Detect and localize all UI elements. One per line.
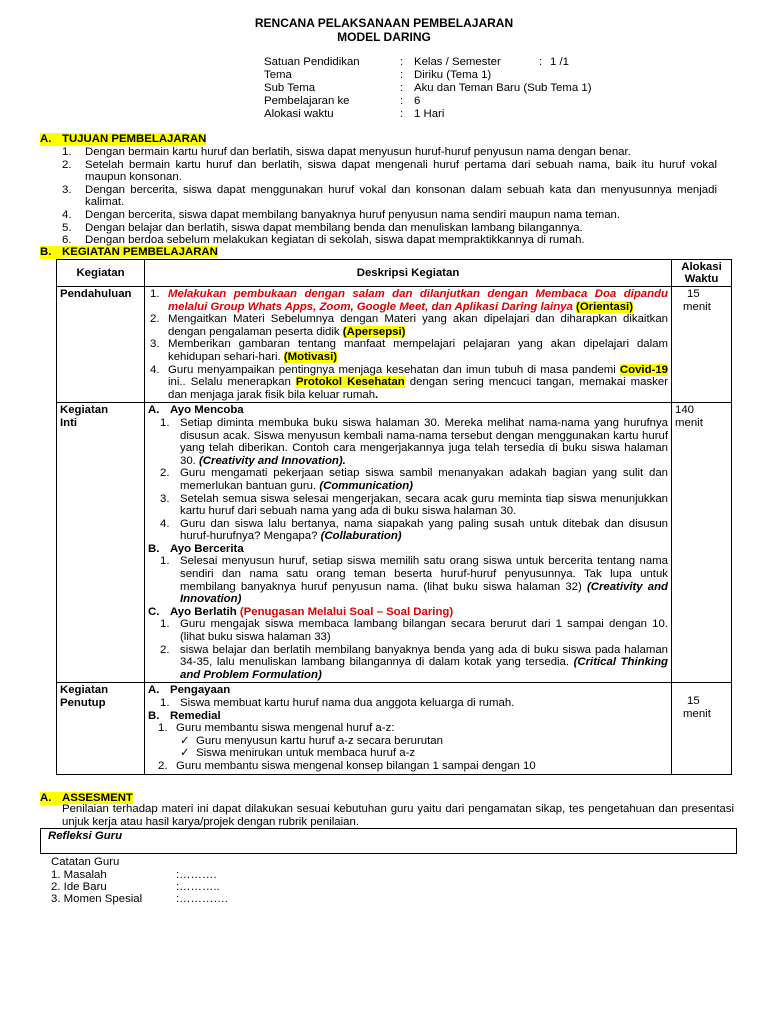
list-item bbox=[62, 222, 717, 235]
item-text: Guru mengamati pekerjaan setiap siswa sambil menanyakan adakah bagian yang sulit dan memerlukan bantuan guru. bbox=[180, 467, 668, 492]
assesment-text: Penilaian terhadap materi ini dapat dilakukan sesuai kebutuhan guru yaitu dari pengamatan sikap, tes pengetahuan dan presentasi unjuk kerja atau hasil karya/projek dengan rubrik penilaian. bbox=[62, 803, 734, 828]
info-colon: : bbox=[400, 82, 404, 94]
item-number: 3. bbox=[160, 492, 170, 505]
row-time bbox=[672, 287, 732, 403]
info-value: Kelas / Semester bbox=[414, 56, 501, 68]
sub-heading bbox=[148, 710, 668, 723]
list-item bbox=[148, 493, 668, 518]
item-number: 4. bbox=[62, 208, 72, 221]
catatan-label: 3. Momen Spesial bbox=[51, 893, 143, 905]
document-subtitle: MODEL DARING bbox=[337, 30, 431, 44]
list-item bbox=[148, 697, 668, 710]
time-unit: menit bbox=[675, 416, 703, 429]
table-row bbox=[57, 403, 732, 683]
item-text: Guru mengajak siswa membaca lambang bilangan secara berurut dari 1 sampai dengan 10. (lihat buku siswa halaman 33) bbox=[180, 618, 668, 644]
time-value: 15 bbox=[687, 288, 700, 300]
sub-heading bbox=[148, 684, 668, 697]
checklist-item bbox=[148, 735, 668, 748]
item-text: dengan sering mencuci tangan, memakai masker dan menjaga jarak fisik bila keluar rumah bbox=[168, 376, 668, 401]
sub-heading bbox=[148, 543, 668, 556]
item-text: Siswa menirukan untuk membaca huruf a-z bbox=[196, 747, 416, 760]
item-text: Memberikan gambaran tentang manfaat mempelajari pelajaran yang akan dipelajari dalam kehidupan sehari-hari. bbox=[168, 338, 668, 363]
list-item bbox=[148, 467, 668, 492]
list-item bbox=[62, 184, 717, 209]
item-text: Guru menyusun kartu huruf a-z secara berurutan bbox=[196, 734, 443, 747]
time-unit: menit bbox=[683, 708, 711, 720]
item-end: . bbox=[375, 388, 379, 401]
list-item bbox=[62, 234, 717, 247]
catatan-label: 1. Masalah bbox=[51, 869, 107, 881]
row-label-1: Kegiatan bbox=[60, 404, 109, 417]
row-label bbox=[57, 403, 145, 683]
item-text: Guru membantu siswa mengenal huruf a-z: bbox=[176, 722, 395, 735]
info-value: Aku dan Teman Baru (Sub Tema 1) bbox=[414, 82, 592, 94]
tag-protokol: Protokol Kesehatan bbox=[295, 376, 405, 389]
item-number: 1. bbox=[150, 288, 160, 300]
row-description bbox=[145, 683, 672, 774]
sub-letter: B. bbox=[148, 542, 160, 555]
row-label: Pendahuluan bbox=[57, 287, 145, 403]
item-number: 4. bbox=[150, 363, 160, 376]
list-item bbox=[148, 760, 668, 773]
item-text: ini.. Selalu menerapkan bbox=[168, 376, 291, 389]
time-value: 140 bbox=[675, 404, 695, 417]
info-value: 1 Hari bbox=[414, 108, 445, 120]
sub-letter: A. bbox=[148, 684, 160, 697]
table-header-row bbox=[57, 260, 732, 287]
list-item bbox=[148, 618, 668, 643]
info-colon: : bbox=[400, 108, 404, 120]
item-text: Selesai menyusun huruf, setiap siswa memilih satu orang siswa untuk bercerita tentang nama sendiri dan nama satu orang teman beserta huruf-huruf penyusunnya. Tak lupa untuk membilang banyaknya huruf penyusun nama. (lihat buku siswa halaman 32) bbox=[180, 555, 668, 593]
header-alokasi-2: Waktu bbox=[684, 273, 719, 285]
section-kegiatan-heading bbox=[40, 246, 218, 259]
section-letter: A. bbox=[40, 133, 62, 146]
info-value: 6 bbox=[414, 95, 421, 107]
list-item bbox=[148, 364, 668, 402]
item-text: Mengaitkan Materi Sebelumnya dengan Materi yang akan dipelajari dan diharapkan dikaitkan dengan pengalaman peserta didik bbox=[168, 313, 668, 338]
item-number: 1. bbox=[158, 722, 168, 735]
tag-covid: Covid-19 bbox=[619, 363, 668, 376]
header-deskripsi: Deskripsi Kegiatan bbox=[145, 260, 672, 287]
sub-title-red: (Penugasan Melalui Soal – Soal Daring) bbox=[239, 605, 454, 618]
info-semester-value: 1 /1 bbox=[550, 56, 569, 68]
list-item bbox=[148, 313, 668, 338]
info-colon: : bbox=[539, 56, 543, 68]
catatan-label: 2. Ide Baru bbox=[51, 881, 107, 893]
row-label-2: Inti bbox=[60, 416, 78, 429]
sub-title: Remedial bbox=[170, 709, 221, 722]
list-item bbox=[148, 555, 668, 605]
item-number: 3. bbox=[62, 183, 72, 196]
item-number: 1. bbox=[160, 416, 170, 429]
item-text: Setiap diminta membuka buku siswa halaman 30. Mereka melihat nama-nama yang hurufnya disusun acak. Siswa menyusun kembali nama-nama tersebut dengan menggunakan kartu huruf yang telah diberikan. Contoh cara mengerjakannya juga telah tersedia di buku siswa halaman 30. bbox=[180, 416, 668, 467]
table-row bbox=[57, 683, 732, 774]
checklist-item bbox=[148, 747, 668, 760]
list-item bbox=[148, 417, 668, 467]
row-label-1: Kegiatan bbox=[60, 684, 109, 697]
list-item bbox=[148, 722, 668, 735]
section-title: TUJUAN PEMBELAJARAN bbox=[62, 133, 207, 145]
item-number: 1. bbox=[160, 618, 170, 631]
item-text: Guru membantu siswa mengenal konsep bilangan 1 sampai dengan 10 bbox=[176, 759, 536, 772]
item-text: Dengan bercerita, siswa dapat menggunakan huruf vokal dan konsonan dalam sebuah kata dan menyusunnya menjadi kalimat. bbox=[85, 183, 717, 209]
item-text: Guru menyampaikan pentingnya menjaga kesehatan dan imun tubuh di masa pandemi bbox=[168, 363, 616, 376]
row-description bbox=[145, 403, 672, 683]
section-letter: A. bbox=[40, 792, 62, 805]
sub-title: Ayo Bercerita bbox=[170, 542, 244, 555]
section-letter: B. bbox=[40, 246, 62, 259]
info-colon: : bbox=[400, 69, 404, 81]
item-number: 1. bbox=[160, 697, 170, 709]
section-title: ASSESMENT bbox=[62, 792, 133, 804]
item-number: 3. bbox=[150, 338, 160, 351]
item-tag: (Creativity and Innovation) bbox=[180, 580, 669, 606]
info-colon: : bbox=[400, 56, 404, 68]
time-value: 15 bbox=[687, 695, 700, 708]
row-time bbox=[672, 683, 732, 774]
catatan-title-text: Catatan Guru bbox=[51, 856, 120, 868]
sub-heading bbox=[148, 606, 668, 619]
catatan-value: :…………. bbox=[176, 893, 228, 905]
refleksi-label: Refleksi Guru bbox=[48, 830, 123, 842]
kegiatan-table bbox=[56, 259, 732, 775]
tujuan-list bbox=[62, 146, 717, 247]
refleksi-box bbox=[40, 828, 737, 854]
catatan-value: :……….. bbox=[176, 881, 220, 893]
item-text: Dengan bermain kartu huruf dan berlatih, siswa dapat menyusun huruf-huruf penyusun nama dengan benar. bbox=[85, 146, 631, 158]
info-label: Sub Tema bbox=[264, 82, 316, 94]
header-alokasi bbox=[672, 260, 732, 287]
row-label-2: Penutup bbox=[60, 697, 106, 709]
item-number: 4. bbox=[160, 517, 170, 530]
tag-motivasi: (Motivasi) bbox=[283, 350, 338, 363]
list-item bbox=[62, 146, 717, 159]
sub-title: Pengayaan bbox=[170, 684, 231, 697]
tag-apersepsi: (Apersepsi) bbox=[342, 325, 406, 338]
item-text: siswa belajar dan berlatih membilang banyaknya benda yang ada di buku siswa pada halaman 34-35, lalu menuliskan lambang bilangannya di dalam kotak yang tersedia. bbox=[180, 643, 668, 669]
list-item bbox=[62, 159, 717, 184]
item-tag: (Critical Thinking and Problem Formulation) bbox=[180, 656, 668, 681]
item-text: Guru dan siswa lalu bertanya, nama siapakah yang paling susah untuk ditebak dan disusun huruf-hurufnya? Mengapa? bbox=[180, 517, 668, 543]
section-tujuan-heading bbox=[40, 133, 206, 146]
item-number: 5. bbox=[62, 221, 72, 234]
tag-orientasi: (Orientasi) bbox=[576, 300, 633, 313]
time-unit: menit bbox=[683, 300, 711, 313]
row-description bbox=[145, 287, 672, 403]
sub-letter: B. bbox=[148, 709, 160, 722]
item-number: 6. bbox=[62, 234, 72, 247]
item-text: Melakukan pembukaan dengan salam dan dilanjutkan dengan Membaca Doa dipandu melalui Group Whats Apps, Zoom, Google Meet, dan Aplikasi Daring lainya bbox=[168, 288, 668, 313]
info-label: Tema bbox=[264, 69, 292, 81]
item-tag: (Communication) bbox=[319, 479, 413, 492]
list-item bbox=[148, 644, 668, 682]
row-label bbox=[57, 683, 145, 774]
item-text: Setelah semua siswa selesai mengerjakan, secara acak guru meminta tiap siswa menunjukkan kartu huruf dari sebuah nama yang ada di buku siswa halaman 30. bbox=[180, 492, 668, 518]
item-number: 2. bbox=[160, 643, 170, 656]
document-title: RENCANA PELAKSANAAN PEMBELAJARAN bbox=[254, 16, 514, 30]
sub-title: Ayo Berlatih bbox=[170, 605, 237, 618]
info-value: Diriku (Tema 1) bbox=[414, 69, 492, 81]
check-icon: ✓ bbox=[180, 734, 190, 747]
list-item bbox=[62, 209, 717, 222]
item-number: 2. bbox=[160, 467, 170, 480]
item-number: 1. bbox=[160, 555, 170, 568]
catatan-value: :………. bbox=[176, 869, 217, 881]
sub-heading bbox=[148, 404, 668, 417]
sub-letter: C. bbox=[148, 605, 160, 618]
item-number: 1. bbox=[62, 146, 72, 158]
sub-title: Ayo Mencoba bbox=[170, 404, 244, 417]
list-item bbox=[148, 518, 668, 543]
item-number: 2. bbox=[62, 158, 72, 171]
section-title: KEGIATAN PEMBELAJARAN bbox=[62, 246, 218, 258]
item-tag: (Collaburation) bbox=[320, 530, 402, 543]
list-item bbox=[148, 288, 668, 313]
item-number: 2. bbox=[150, 313, 160, 326]
item-text: Siswa membuat kartu huruf nama dua anggota keluarga di rumah. bbox=[180, 697, 515, 709]
header-alokasi-1: Alokasi bbox=[681, 261, 722, 273]
sub-letter: A. bbox=[148, 404, 160, 417]
item-text: Dengan bercerita, siswa dapat membilang banyaknya huruf penyusun nama sendiri maupun nama teman. bbox=[85, 208, 621, 221]
info-label: Satuan Pendidikan bbox=[264, 56, 360, 68]
info-label: Pembelajaran ke bbox=[264, 95, 350, 107]
list-item bbox=[148, 338, 668, 363]
item-number: 2. bbox=[158, 759, 168, 772]
check-icon: ✓ bbox=[180, 747, 190, 760]
item-text: Dengan belajar dan berlatih, siswa dapat membilang benda dan menuliskan lambang bilangannya. bbox=[85, 221, 583, 234]
header-kegiatan: Kegiatan bbox=[57, 260, 145, 287]
item-text: Setelah bermain kartu huruf dan berlatih, siswa dapat mengenali huruf pertama dari sebuah nama, baik itu huruf vokal maupun konsonan. bbox=[85, 158, 717, 184]
row-time bbox=[672, 403, 732, 683]
table-row bbox=[57, 287, 732, 403]
info-label: Alokasi waktu bbox=[264, 108, 334, 120]
item-text: Dengan berdoa sebelum melakukan kegiatan di sekolah, siswa dapat mempraktikkannya di rumah. bbox=[85, 234, 585, 247]
item-tag: (Creativity and Innovation). bbox=[199, 454, 346, 467]
info-colon: : bbox=[400, 95, 404, 107]
